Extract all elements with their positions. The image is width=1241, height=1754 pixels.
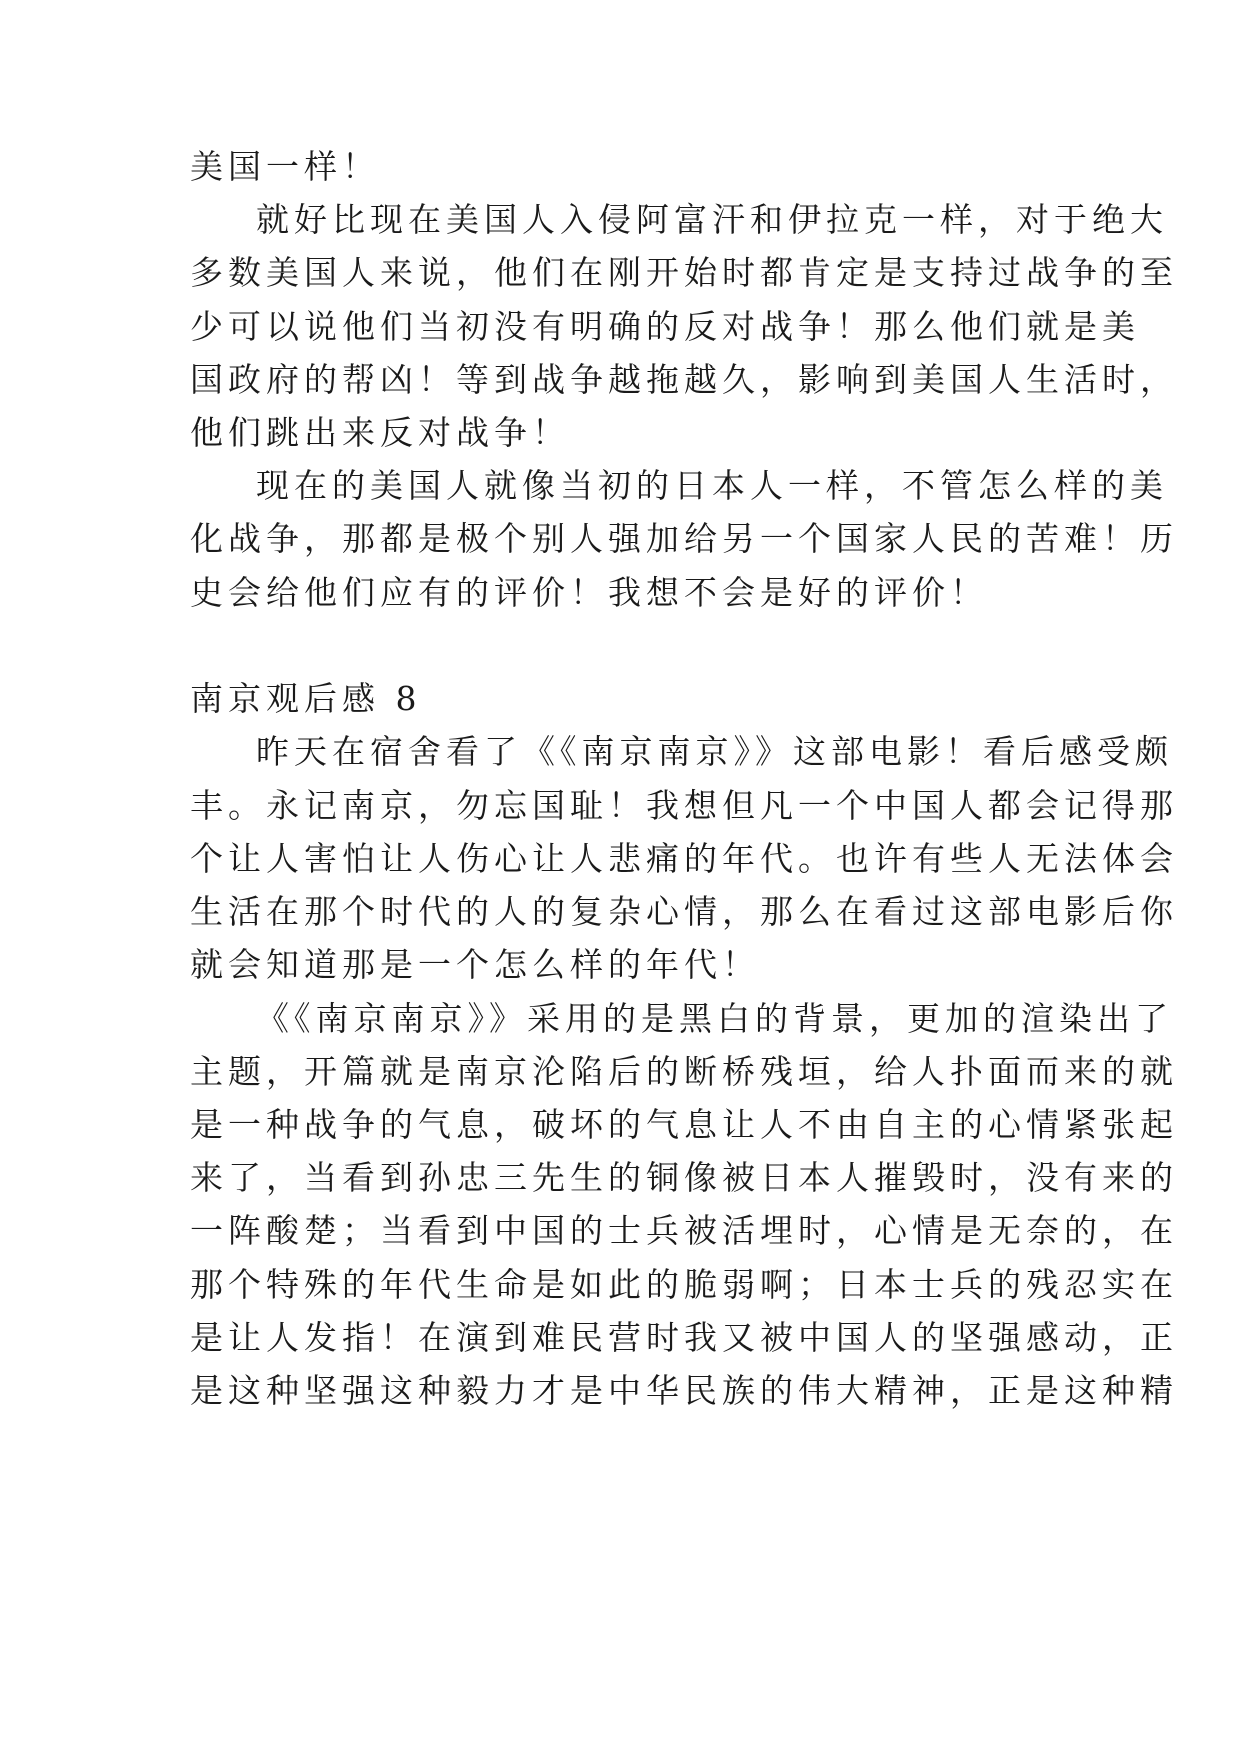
paragraph-3-line: 个让人害怕让人伤心让人悲痛的年代。也许有些人无法体会 xyxy=(190,839,1178,878)
paragraph-1-line: 国政府的帮凶！等到战争越拖越久，影响到美国人生活时， xyxy=(190,360,1178,399)
paragraph-1-line: 多数美国人来说，他们在刚开始时都肯定是支持过战争的至 xyxy=(190,253,1178,292)
paragraph-3-line: 生活在那个时代的人的复杂心情，那么在看过这部电影后你 xyxy=(190,892,1178,931)
paragraph-2-line: 现在的美国人就像当初的日本人一样，不管怎么样的美 xyxy=(256,466,1168,505)
continuation-line: 美国一样！ xyxy=(190,147,380,186)
paragraph-1-line: 他们跳出来反对战争！ xyxy=(190,413,570,452)
paragraph-3-line: 昨天在宿舍看了《《南京南京》》这部电影！看后感受颇 xyxy=(256,732,1173,771)
paragraph-4-line: 《《南京南京》》采用的是黑白的背景，更加的渲染出了 xyxy=(256,999,1173,1038)
paragraph-4-line: 是一种战争的气息，破坏的气息让人不由自主的心情紧张起 xyxy=(190,1105,1178,1144)
paragraph-1-line: 少可以说他们当初没有明确的反对战争！那么他们就是美 xyxy=(190,307,1140,346)
paragraph-4-line: 那个特殊的年代生命是如此的脆弱啊；日本士兵的残忍实在 xyxy=(190,1265,1178,1304)
paragraph-4-line: 来了，当看到孙忠三先生的铜像被日本人摧毁时，没有来的 xyxy=(190,1158,1178,1197)
paragraph-3-line: 就会知道那是一个怎么样的年代！ xyxy=(190,945,760,984)
paragraph-4-line: 一阵酸楚；当看到中国的士兵被活埋时，心情是无奈的，在 xyxy=(190,1211,1178,1250)
paragraph-2-line: 史会给他们应有的评价！我想不会是好的评价！ xyxy=(190,573,988,612)
paragraph-4-line: 主题，开篇就是南京沦陷后的断桥残垣，给人扑面而来的就 xyxy=(190,1052,1178,1091)
paragraph-3-line: 丰。永记南京，勿忘国耻！我想但凡一个中国人都会记得那 xyxy=(190,786,1178,825)
paragraph-4-line: 是这种坚强这种毅力才是中华民族的伟大精神，正是这种精 xyxy=(190,1371,1178,1410)
paragraph-2-line: 化战争，那都是极个别人强加给另一个国家人民的苦难！历 xyxy=(190,519,1178,558)
paragraph-4-line: 是让人发指！在演到难民营时我又被中国人的坚强感动，正 xyxy=(190,1318,1178,1357)
section-title: 南京观后感 8 xyxy=(190,679,422,718)
paragraph-1-line: 就好比现在美国人入侵阿富汗和伊拉克一样，对于绝大 xyxy=(256,200,1168,239)
